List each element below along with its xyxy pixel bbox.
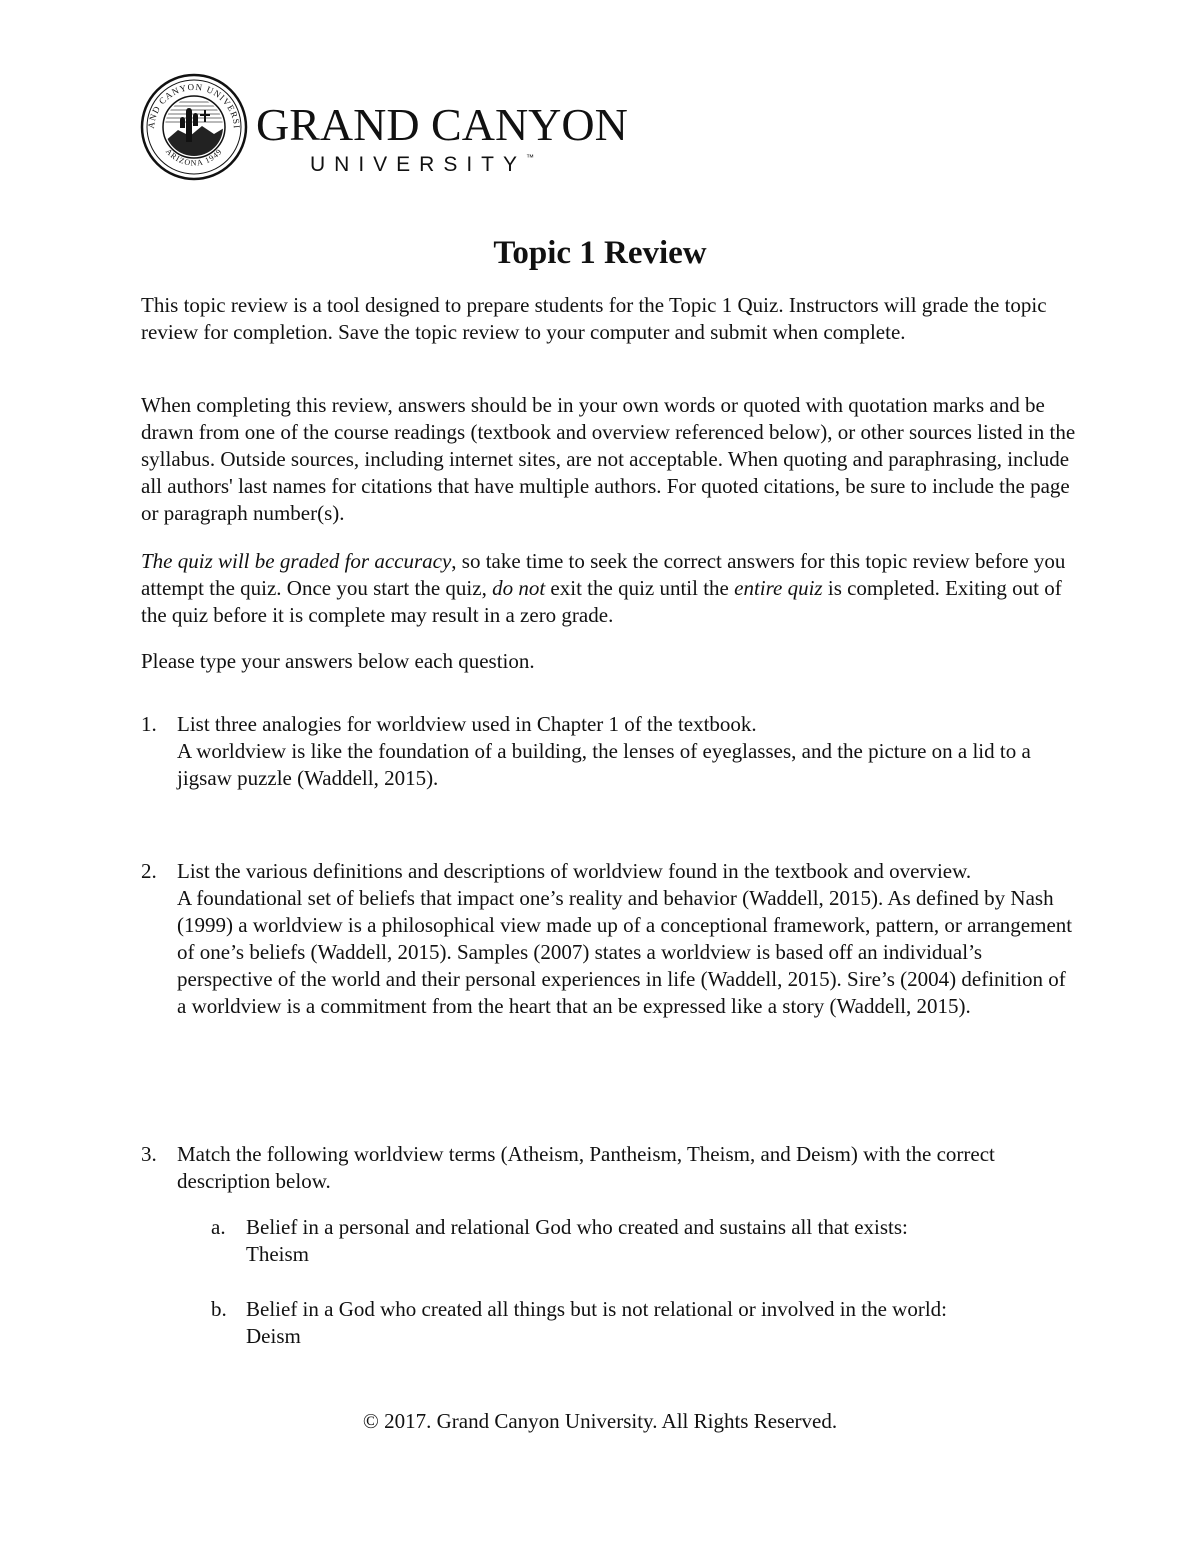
item-letter: a. [211, 1215, 226, 1239]
item-answer: Deism [246, 1324, 301, 1348]
answer-text: A worldview is like the foundation of a building, the lenses of eyeglasses, and the picture on a lid to a jigsaw puzzle (Waddell, 2015). [177, 739, 1031, 790]
trademark-symbol: ™ [526, 153, 535, 162]
wordmark-line1: GRAND CANYON [256, 99, 628, 150]
question-1 [141, 711, 1076, 792]
intro-p3-text-3: exit the quiz until the [545, 576, 735, 600]
seal-bottom-text: ARIZONA 1949 [163, 146, 225, 168]
intro-paragraph-1: This topic review is a tool designed to prepare students for the Topic 1 Quiz. Instructors will grade the topic review for completion. Save the topic review to your computer and submit when complete. [141, 293, 1047, 344]
intro-p3-italic-3: entire quiz [734, 576, 823, 600]
intro-paragraph-2: When completing this review, answers should be in your own words or quoted with quotation marks and be drawn from one of the course readings (textbook and overview referenced below), or other sources listed in the syllabus. Outside sources, including internet sites, are not acceptable. When quoting and paraphrasing, include all authors' last names for citations that have multiple authors. For quoted citations, be sure to include the page or paragraph number(s). [141, 393, 1076, 525]
item-letter: b. [211, 1297, 227, 1321]
question-number: 2. [141, 859, 157, 883]
intro-paragraph-4: Please type your answers below each question. [141, 649, 535, 673]
answer-text: A foundational set of beliefs that impact one’s reality and behavior (Waddell, 2015). As defined by Nash (1999) a worldview is a philosophical view made up of a conceptional framework, pattern, or arrangement of one’s beliefs (Waddell, 2015). Samples (2007) states a worldview is based off an individual’s perspective of the world and their personal experiences in life (Waddell, 2015). Sire’s (2004) definition of a worldview is a commitment from the heart that an be expressed like a story (Waddell, 2015). [177, 886, 1073, 1018]
question-2 [141, 858, 1076, 1020]
item-text: Belief in a personal and relational God who created and sustains all that exists: [246, 1215, 908, 1239]
question-text: List the various definitions and descriptions of worldview found in the textbook and overview. [177, 859, 972, 883]
page-title: Topic 1 Review [493, 235, 707, 271]
university-seal-icon [138, 72, 250, 182]
wordmark-university: UNIVERSITY [310, 153, 527, 176]
question-number: 3. [141, 1142, 157, 1166]
item-text: Belief in a God who created all things but is not relational or involved in the world: [246, 1297, 948, 1321]
question-text: List three analogies for worldview used in Chapter 1 of the textbook. [177, 712, 757, 736]
seal-top-text: AND CANYON UNIVERSI [145, 81, 243, 130]
question-3-item-a [211, 1214, 1071, 1268]
question-3 [141, 1141, 1076, 1195]
wordmark-line2 [310, 154, 534, 175]
item-answer: Theism [246, 1242, 309, 1266]
question-number: 1. [141, 712, 157, 736]
question-3-item-b [211, 1296, 1071, 1350]
intro-p3-italic-1: The quiz will be graded for accuracy [141, 549, 452, 573]
question-text: Match the following worldview terms (Atheism, Pantheism, Theism, and Deism) with the correct description below. [177, 1142, 995, 1193]
intro-p3-italic-2: do not [492, 576, 546, 600]
copyright-footer: © 2017. Grand Canyon University. All Rights Reserved. [362, 1409, 838, 1433]
intro-paragraph-3 [141, 548, 1076, 629]
university-logo [138, 72, 628, 182]
intro-p3-text-2: , so take time to seek the correct answers for this topic review before you attempt the quiz. Once you start the quiz, [141, 549, 1066, 600]
intro-p3-text-4: is completed. Exiting out of the quiz before it is complete may result in a zero grade. [141, 576, 1062, 627]
